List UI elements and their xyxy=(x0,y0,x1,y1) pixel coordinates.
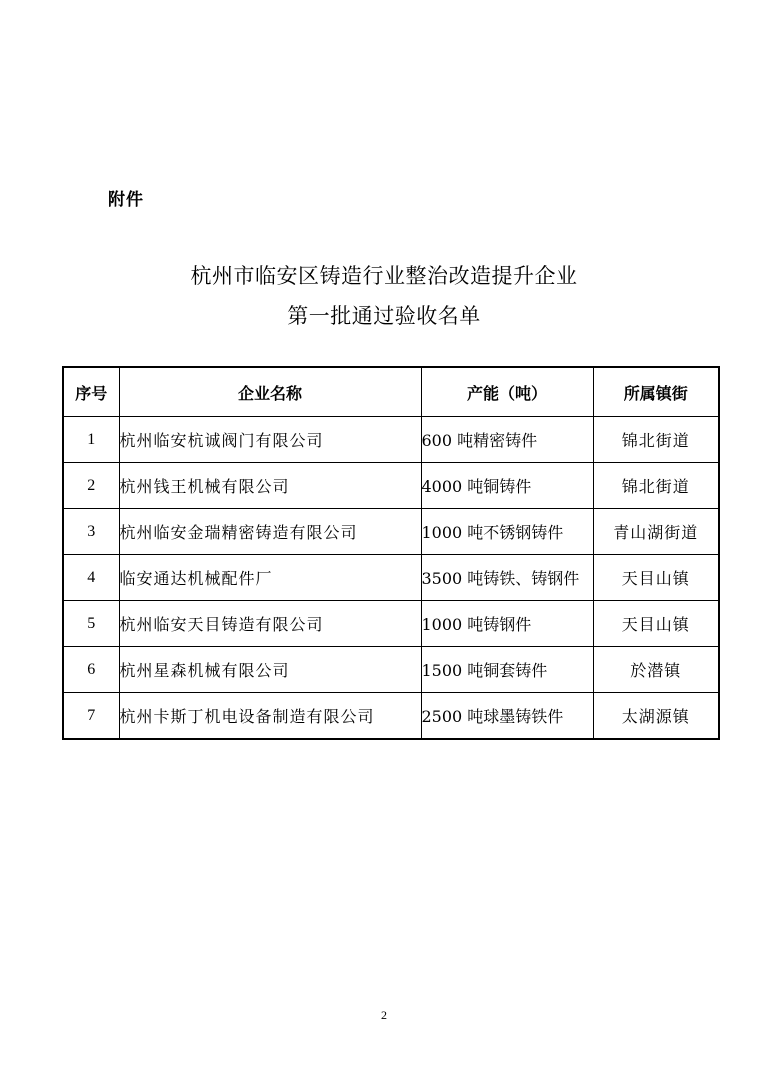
cell-serial-no: 7 xyxy=(63,693,119,740)
table-row xyxy=(63,693,719,740)
table-row xyxy=(63,555,719,601)
cell-enterprise-name: 杭州星森机械有限公司 xyxy=(119,647,421,693)
cell-town: 天目山镇 xyxy=(593,601,719,647)
cell-capacity: 1000 吨铸钢件 xyxy=(421,601,593,647)
table-row xyxy=(63,417,719,463)
cell-enterprise-name: 杭州卡斯丁机电设备制造有限公司 xyxy=(119,693,421,740)
table-row xyxy=(63,601,719,647)
cell-serial-no: 6 xyxy=(63,647,119,693)
table-header-row xyxy=(63,367,719,417)
cell-capacity: 1000 吨不锈钢铸件 xyxy=(421,509,593,555)
cell-town: 太湖源镇 xyxy=(593,693,719,740)
cell-serial-no: 2 xyxy=(63,463,119,509)
table-row xyxy=(63,647,719,693)
cell-town: 青山湖街道 xyxy=(593,509,719,555)
table-row xyxy=(63,509,719,555)
cell-enterprise-name: 杭州临安天目铸造有限公司 xyxy=(119,601,421,647)
cell-town: 天目山镇 xyxy=(593,555,719,601)
document-title-line1: 杭州市临安区铸造行业整治改造提升企业 xyxy=(190,264,578,288)
page-number: 2 xyxy=(381,1008,387,1022)
cell-capacity: 4000 吨铜铸件 xyxy=(421,463,593,509)
attachment-label: 附件 xyxy=(108,190,144,210)
cell-capacity: 600 吨精密铸件 xyxy=(421,417,593,463)
cell-serial-no: 4 xyxy=(63,555,119,601)
table-row xyxy=(63,463,719,509)
cell-serial-no: 1 xyxy=(63,417,119,463)
header-enterprise-name: 企业名称 xyxy=(119,367,421,417)
cell-capacity: 2500 吨球墨铸铁件 xyxy=(421,693,593,740)
cell-capacity: 3500 吨铸铁、铸钢件 xyxy=(421,555,593,601)
header-serial-no: 序号 xyxy=(63,367,119,417)
cell-enterprise-name: 杭州钱王机械有限公司 xyxy=(119,463,421,509)
document-title-line2: 第一批通过验收名单 xyxy=(287,304,481,328)
cell-town: 锦北街道 xyxy=(593,463,719,509)
header-capacity: 产能（吨） xyxy=(421,367,593,417)
enterprise-table xyxy=(62,366,720,740)
cell-serial-no: 3 xyxy=(63,509,119,555)
cell-town: 锦北街道 xyxy=(593,417,719,463)
cell-enterprise-name: 杭州临安金瑞精密铸造有限公司 xyxy=(119,509,421,555)
cell-serial-no: 5 xyxy=(63,601,119,647)
header-town: 所属镇街 xyxy=(593,367,719,417)
cell-capacity: 1500 吨铜套铸件 xyxy=(421,647,593,693)
cell-enterprise-name: 临安通达机械配件厂 xyxy=(119,555,421,601)
cell-enterprise-name: 杭州临安杭诚阀门有限公司 xyxy=(119,417,421,463)
cell-town: 於潜镇 xyxy=(593,647,719,693)
